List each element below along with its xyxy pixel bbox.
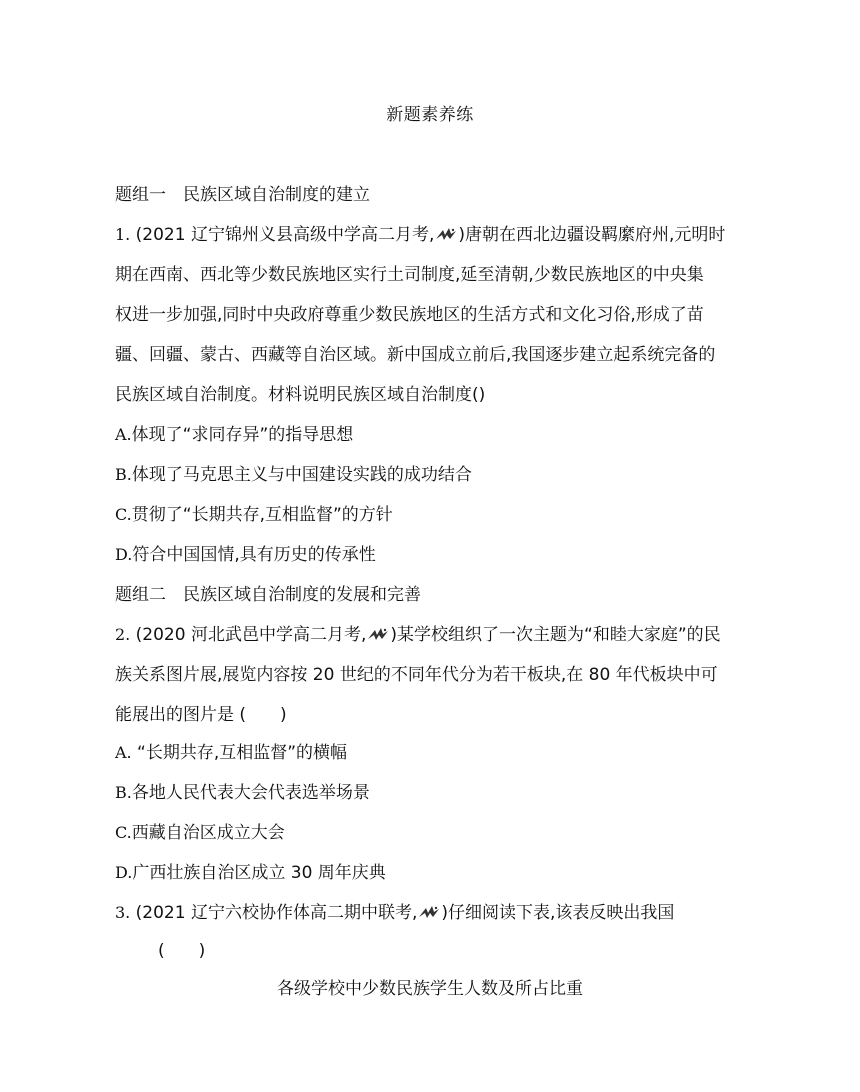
option-letter: C. bbox=[115, 505, 132, 524]
q3-number: 3. bbox=[115, 903, 131, 922]
option-letter: D. bbox=[115, 863, 133, 882]
q1-stem-start: )唐朝在西北边疆设羁縻府州,元明时 bbox=[458, 225, 726, 245]
q1-option-d[interactable] bbox=[115, 540, 755, 565]
q2-line-3: 能展出的图片是 ( ) bbox=[115, 705, 287, 725]
option-letter: C. bbox=[115, 823, 132, 842]
q1-line-2: 期在西南、西北等少数民族地区实行土司制度,延至清朝,少数民族地区的中央集 bbox=[115, 265, 704, 285]
option-letter: B. bbox=[115, 465, 132, 484]
difficulty-star-icon bbox=[367, 626, 389, 640]
option-text: 西藏自治区成立大会 bbox=[131, 823, 285, 843]
page-title: 新题素养练 bbox=[386, 105, 474, 125]
q2-stem-start: )某学校组织了一次主题为“和睦大家庭”的民 bbox=[390, 625, 721, 645]
q2-source: (2020 河北武邑中学高二月考, bbox=[135, 625, 367, 645]
q2-option-d[interactable] bbox=[115, 858, 755, 883]
option-text: 各地人民代表大会代表选举场景 bbox=[131, 783, 370, 803]
difficulty-star-icon bbox=[418, 904, 440, 918]
q2-option-c[interactable] bbox=[115, 818, 755, 843]
q2-option-a[interactable] bbox=[115, 738, 755, 763]
group1-heading: 题组一 民族区域自治制度的建立 bbox=[115, 185, 370, 205]
q3-answer-paren: ( ) bbox=[158, 941, 206, 961]
option-text: 符合中国国情,具有历史的传承性 bbox=[132, 545, 376, 565]
option-text: 广西壮族自治区成立 30 周年庆典 bbox=[132, 863, 386, 883]
q1-line-1 bbox=[115, 220, 755, 245]
q2-option-b[interactable] bbox=[115, 778, 755, 803]
option-text: 体现了“求同存异”的指导思想 bbox=[131, 425, 354, 445]
q1-option-b[interactable] bbox=[115, 460, 755, 485]
q1-line-5: 民族区域自治制度。材料说明民族区域自治制度() bbox=[115, 385, 486, 405]
q3-stem-start: )仔细阅读下表,该表反映出我国 bbox=[441, 903, 675, 923]
q1-line-3: 权进一步加强,同时中央政府尊重少数民族地区的生活方式和文化习俗,形成了苗 bbox=[115, 305, 704, 325]
option-text: “长期共存,互相监督”的横幅 bbox=[131, 743, 348, 763]
option-text: 贯彻了“长期共存,互相监督”的方针 bbox=[131, 505, 393, 525]
q1-option-a[interactable] bbox=[115, 420, 755, 445]
q1-source: (2021 辽宁锦州义县高级中学高二月考, bbox=[135, 225, 435, 245]
q1-line-4: 疆、回疆、蒙古、西藏等自治区域。新中国成立前后,我国逐步建立起系统完备的 bbox=[115, 345, 716, 365]
q3-source: (2021 辽宁六校协作体高二期中联考, bbox=[135, 903, 418, 923]
difficulty-star-icon bbox=[435, 226, 457, 240]
q1-option-c[interactable] bbox=[115, 500, 755, 525]
option-letter: D. bbox=[115, 545, 133, 564]
group2-heading: 题组二 民族区域自治制度的发展和完善 bbox=[115, 585, 421, 605]
table-caption: 各级学校中少数民族学生人数及所占比重 bbox=[277, 979, 583, 999]
q1-number: 1. bbox=[115, 225, 131, 244]
q2-line-1 bbox=[115, 620, 755, 645]
q3-line-1 bbox=[115, 898, 755, 923]
option-text: 体现了马克思主义与中国建设实践的成功结合 bbox=[131, 465, 472, 485]
q2-line-2: 族关系图片展,展览内容按 20 世纪的不同年代分为若干板块,在 80 年代板块中可 bbox=[115, 665, 718, 685]
option-letter: A. bbox=[115, 425, 132, 444]
option-letter: A. bbox=[115, 743, 132, 762]
q2-number: 2. bbox=[115, 625, 131, 644]
option-letter: B. bbox=[115, 783, 132, 802]
